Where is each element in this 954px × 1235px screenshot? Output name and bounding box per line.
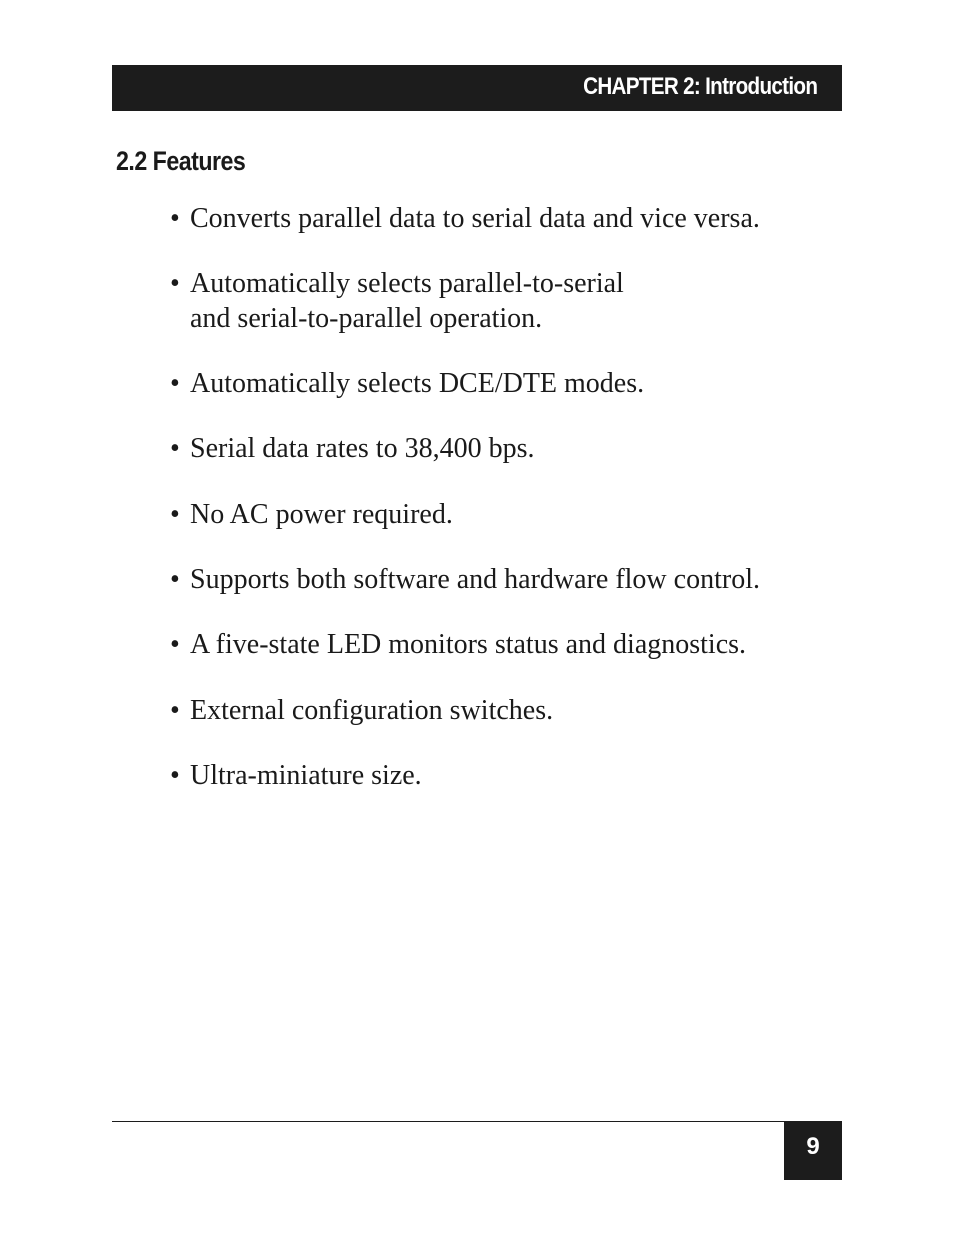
bullet: • [170, 268, 180, 299]
feature-item [170, 693, 553, 728]
feature-text: Automatically selects parallel-to-serial [190, 268, 624, 299]
feature-item [170, 201, 760, 236]
bullet: • [170, 499, 180, 530]
bullet: • [170, 368, 180, 399]
feature-item [170, 562, 760, 597]
chapter-header-bar [112, 65, 842, 111]
footer-rule [112, 1121, 784, 1122]
page-number: 9 [806, 1133, 820, 1160]
chapter-title: CHAPTER 2: Introduction [582, 73, 817, 100]
feature-item [170, 627, 746, 662]
feature-text: Converts parallel data to serial data and vice versa. [190, 203, 760, 234]
feature-item [170, 431, 534, 466]
feature-text: Supports both software and hardware flow control. [190, 564, 760, 595]
bullet: • [170, 203, 180, 234]
feature-item [170, 366, 644, 401]
bullet: • [170, 433, 180, 464]
feature-item [170, 266, 624, 336]
page-number-box [784, 1121, 842, 1180]
feature-text: Automatically selects DCE/DTE modes. [190, 368, 645, 399]
feature-text-continued: and serial-to-parallel operation. [190, 303, 543, 334]
bullet: • [170, 760, 180, 791]
feature-text: Serial data rates to 38,400 bps. [190, 433, 535, 464]
feature-item [170, 497, 453, 532]
bullet: • [170, 564, 180, 595]
section-heading: 2.2 Features [116, 146, 246, 176]
feature-text: Ultra-miniature size. [190, 760, 422, 791]
feature-item [170, 758, 422, 793]
feature-text: A five-state LED monitors status and diagnostics. [190, 629, 747, 660]
bullet: • [170, 695, 180, 726]
feature-text: No AC power required. [190, 499, 453, 530]
feature-text: External configuration switches. [190, 695, 554, 726]
bullet: • [170, 629, 180, 660]
